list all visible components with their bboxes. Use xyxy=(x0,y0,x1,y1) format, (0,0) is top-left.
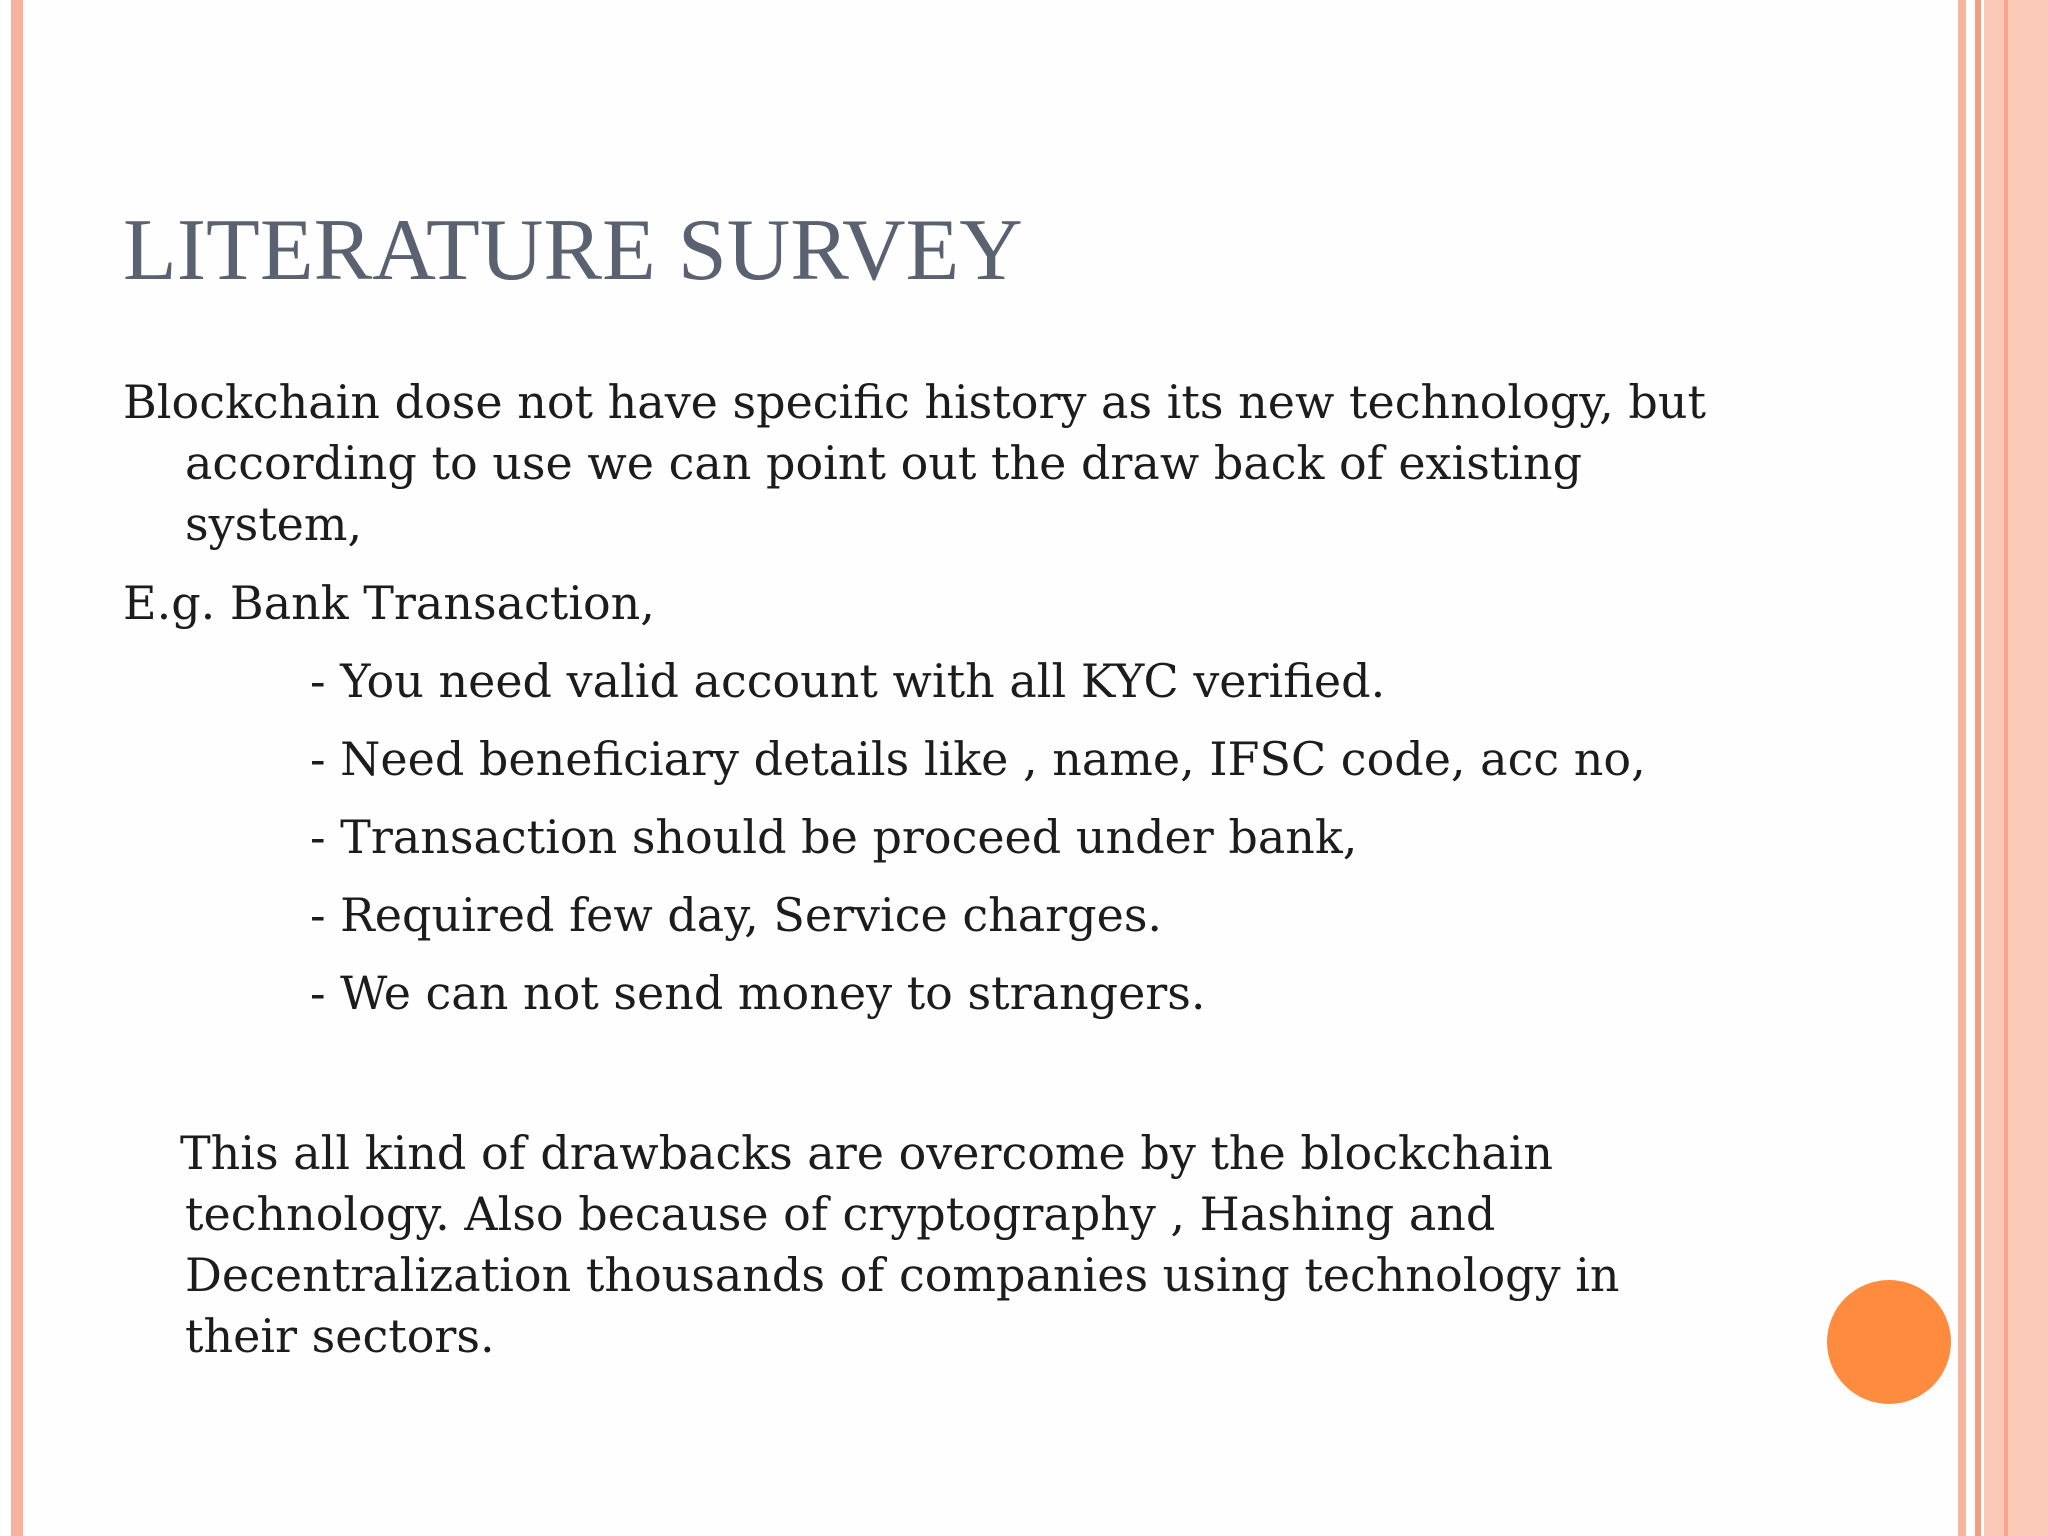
right-border-stripe xyxy=(1975,0,1981,1536)
left-border-stripe xyxy=(11,0,23,1536)
conclusion-paragraph: This all kind of drawbacks are overcome by the blockchain technology. Also because of cryptography , Hashing and Decentralization thousands of companies using technology in their sectors. xyxy=(180,1126,1620,1363)
slide-title: LITERATURE SURVEY xyxy=(123,202,1023,299)
example-label: E.g. Bank Transaction, xyxy=(123,576,655,630)
right-border-stripe xyxy=(1958,0,1966,1536)
list-item: - We can not send money to strangers. xyxy=(310,966,1206,1020)
right-border-stripe xyxy=(2008,0,2048,1536)
accent-circle-icon xyxy=(1827,1280,1951,1404)
list-item: - Required few day, Service charges. xyxy=(310,888,1163,942)
drawbacks-list xyxy=(310,651,1646,1041)
list-item: - Transaction should be proceed under bank, xyxy=(310,810,1358,864)
intro-paragraph: Blockchain dose not have specific history as its new technology, but according to use we can point out the draw back of existing system, xyxy=(123,375,1706,551)
list-item: - You need valid account with all KYC verified. xyxy=(310,654,1386,708)
right-border-stripe xyxy=(1984,0,2004,1536)
list-item: - Need beneficiary details like , name, IFSC code, acc no, xyxy=(310,732,1646,786)
